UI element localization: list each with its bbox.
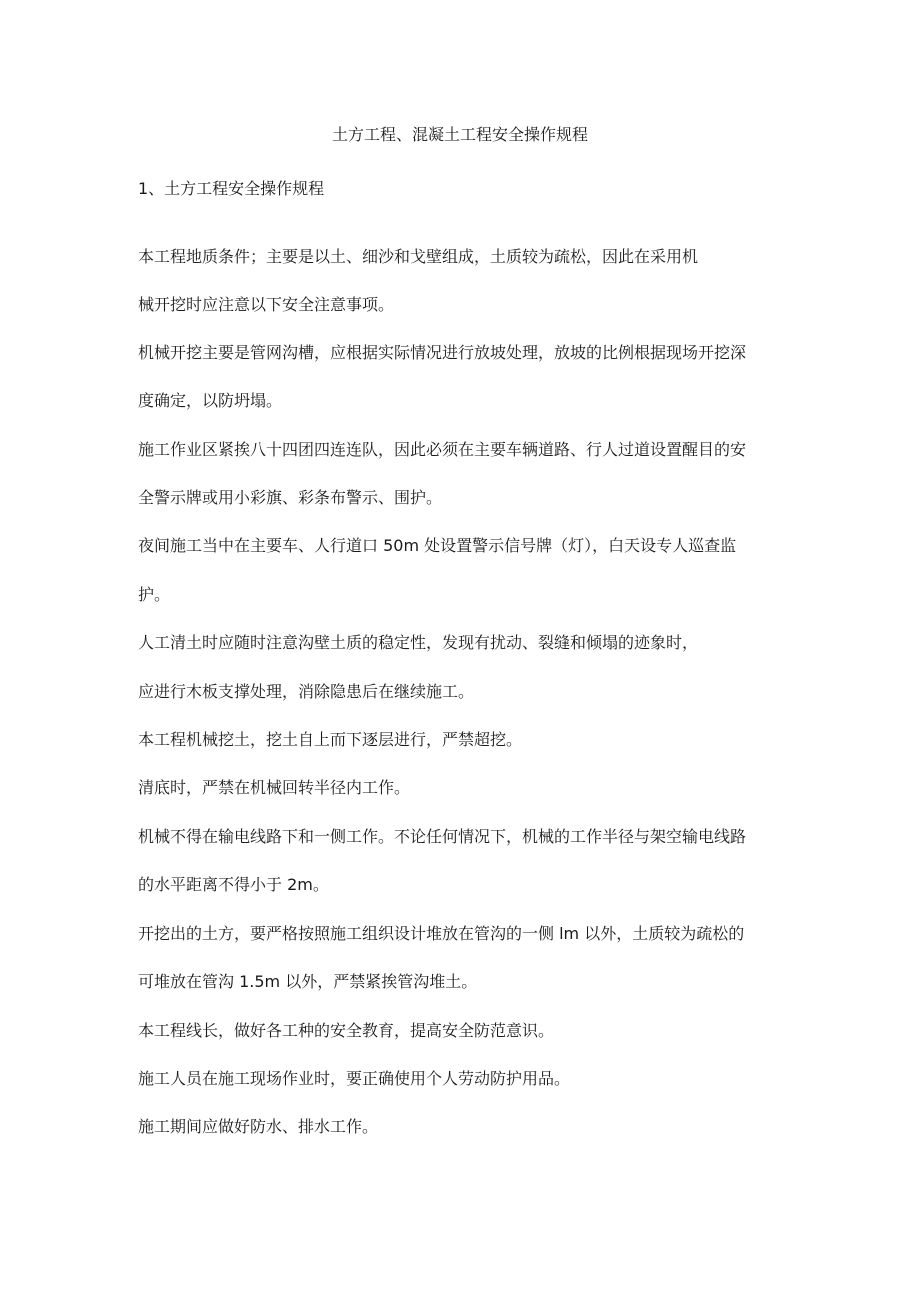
body-line-18: 施工人员在施工现场作业时，要正确使用个人劳动防护用品。 (138, 1069, 571, 1088)
body-line-4: 度确定，以防坍塌。 (138, 391, 283, 410)
body-line-13: 机械不得在输电线路下和一侧工作。不论任何情况下，机械的工作半径与架空输电线路 (138, 827, 747, 846)
section-heading: 1、土方工程安全操作规程 (138, 179, 325, 198)
body-line-19: 施工期间应做好防水、排水工作。 (138, 1117, 379, 1136)
body-line-9: 人工清土时应随时注意沟壁土质的稳定性，发现有扰动、裂缝和倾塌的迹象时， (138, 633, 699, 652)
body-line-3: 机械开挖主要是管网沟槽，应根据实际情况进行放坡处理，放坡的比例根据现场开挖深 (138, 343, 747, 362)
body-line-7: 夜间施工当中在主要车、人行道口 50m 处设置警示信号牌（灯），白天设专人巡查监 (138, 536, 737, 555)
body-line-1: 本工程地质条件；主要是以土、细沙和戈壁组成，土质较为疏松，因此在采用机 (138, 247, 699, 266)
body-line-5: 施工作业区紧挨八十四团四连连队，因此必须在主要车辆道路、行人过道设置醒目的安 (138, 440, 747, 459)
body-line-17: 本工程线长，做好各工种的安全教育，提高安全防范意识。 (138, 1021, 555, 1040)
body-line-10: 应进行木板支撑处理，消除隐患后在继续施工。 (138, 682, 475, 701)
body-line-8: 护。 (138, 585, 171, 604)
body-line-6: 全警示牌或用小彩旗、彩条布警示、围护。 (138, 488, 443, 507)
body-line-11: 本工程机械挖土，挖土自上而下逐层进行，严禁超挖。 (138, 730, 523, 749)
body-line-14: 的水平距离不得小于 2m。 (138, 875, 329, 894)
body-line-12: 清底时，严禁在机械回转半径内工作。 (138, 778, 411, 797)
body-line-15: 开挖出的土方，要严格按照施工组织设计堆放在管沟的一侧 lm 以外，土质较为疏松的 (138, 924, 745, 943)
body-line-2: 械开挖时应注意以下安全注意事项。 (138, 295, 395, 314)
body-line-16: 可堆放在管沟 1.5m 以外，严禁紧挨管沟堆土。 (138, 972, 478, 991)
document-title: 土方工程、混凝土工程安全操作规程 (331, 125, 588, 144)
